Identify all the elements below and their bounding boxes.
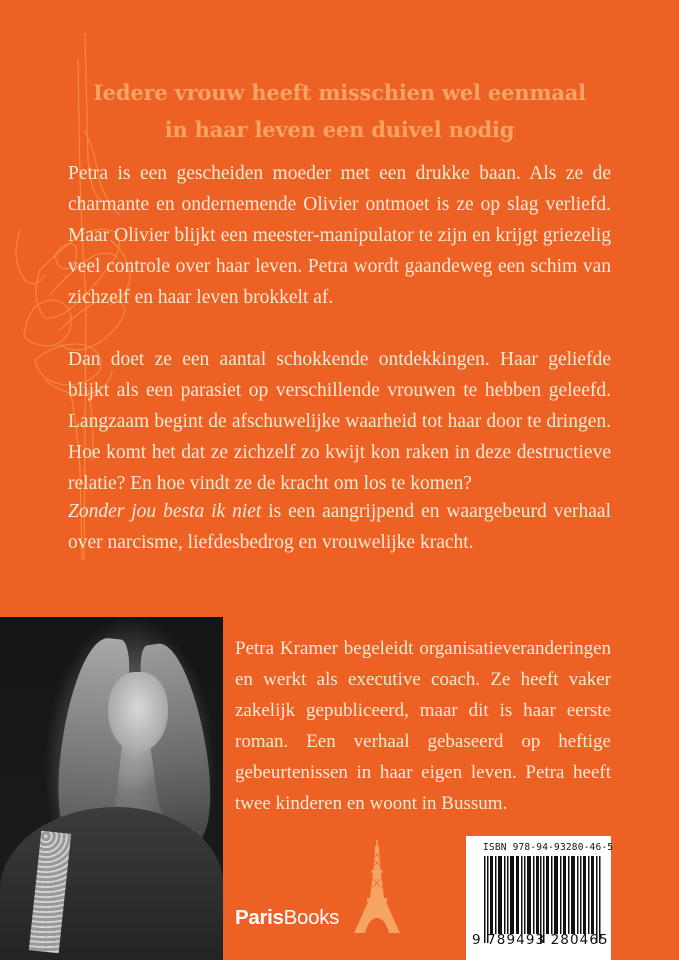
blurb-paragraph-2: Dan doet ze een aantal schokkende ontdekkingen. Haar geliefde blijkt als een parasiet op verschillende vrouwen te hebben geleefd. Langzaam begint de afschuwelijke waarheid tot haar door te dringen. Hoe komt het dat ze zichzelf zo kwijt kon raken in deze destructieve relatie? En hoe vindt ze de kracht om los te komen? [68, 349, 611, 494]
blurb-paragraph-3-text: is een aangrijpend en waargebeurd verhaal over narcisme, liefdesbedrog en vrouwelijke kracht. [68, 501, 611, 553]
publisher-logo [235, 906, 339, 930]
barcode [466, 836, 614, 960]
author-bio: Petra Kramer begeleidt organisatieveranderingen en werkt als executive coach. Ze heeft vaker zakelijk gepubliceerd, maar dit is haar eerste roman. Een verhaal gebaseerd op heftige gebeurtenissen in haar eigen leven. Petra heeft twee kinderen en woont in Bussum. [235, 638, 611, 814]
isbn-label: ISBN 978-94-93280-46-5 [483, 842, 614, 853]
blurb-paragraph-3 [68, 496, 611, 558]
barcode-bars-icon [484, 856, 601, 943]
blurb-paragraph-1: Petra is een gescheiden moeder met een drukke baan. Als ze de charmante en ondernemende Olivier ontmoet is ze op slag verliefd. Maar Olivier blijkt een meester-manipulator te zijn en krijgt griezelig veel controle over haar leven. Petra wordt gaandeweg een schim van zichzelf en haar leven brokkelt af. [68, 163, 611, 308]
eiffel-tower-icon [353, 840, 401, 933]
ean-digits: 9 789493 280465 [472, 932, 609, 948]
tagline-line-1: Iedere vrouw heeft misschien wel eenmaal [93, 80, 586, 105]
publisher-name-bold: Paris [235, 906, 284, 929]
publisher-name-light: Books [283, 906, 340, 929]
book-title-italic: Zonder jou besta ik niet [68, 501, 262, 522]
author-photo-face [108, 672, 168, 752]
tagline-line-2: in haar leven een duivel nodig [164, 117, 515, 142]
author-photo [0, 617, 223, 960]
tagline [68, 74, 611, 148]
